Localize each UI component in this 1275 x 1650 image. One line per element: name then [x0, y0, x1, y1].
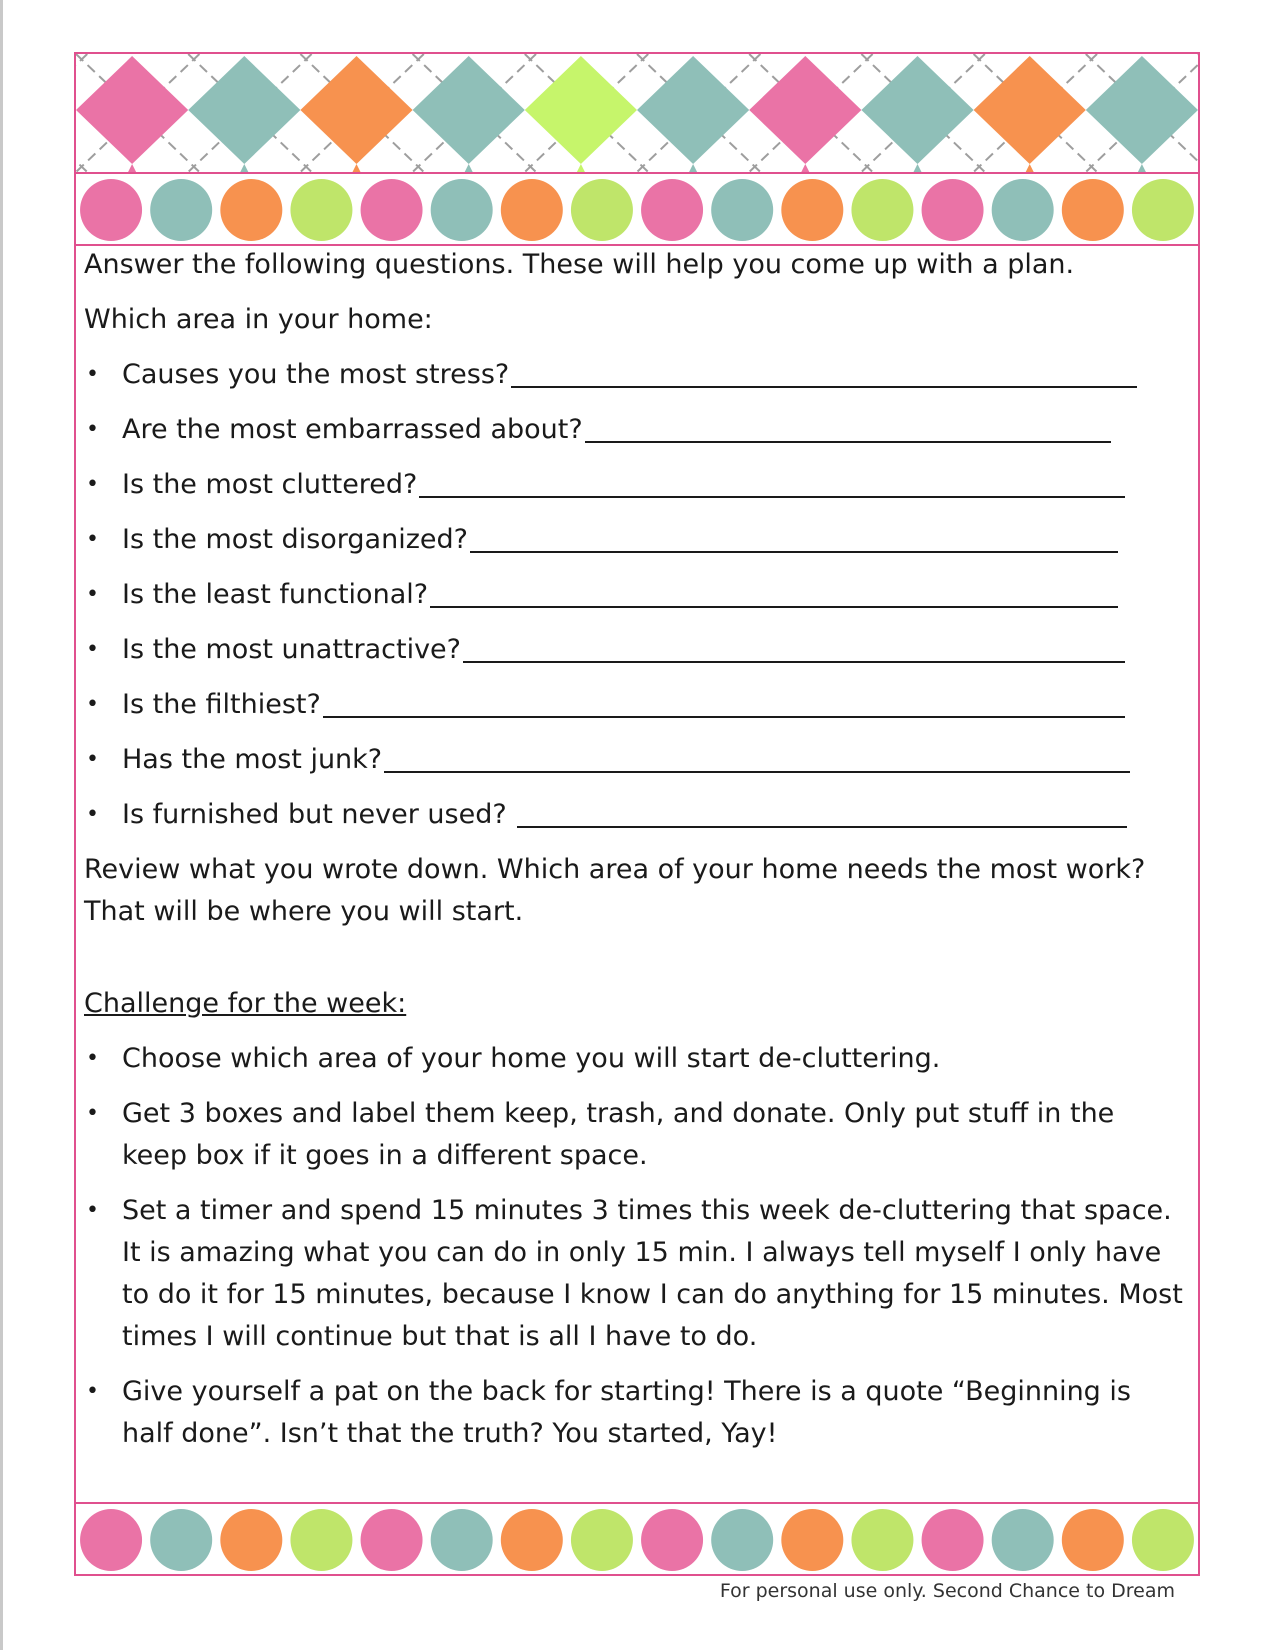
argyle-tip: [353, 164, 361, 172]
border-dot: [220, 179, 282, 241]
answer-line[interactable]: [419, 464, 1125, 498]
border-dot: [641, 179, 703, 241]
bullet-icon: •: [86, 692, 99, 717]
challenge-item: [84, 1093, 1184, 1177]
border-dot: [290, 179, 352, 241]
answer-line[interactable]: [511, 354, 1137, 388]
bullet-icon: •: [86, 802, 99, 827]
challenge-text: Get 3 boxes and label them keep, trash, and donate. Only put stuff in the keep box if it goes in a different space.: [122, 1098, 1115, 1171]
border-dot: [1062, 179, 1124, 241]
page-edge: [0, 0, 3, 1650]
answer-line[interactable]: [517, 794, 1127, 828]
intro-text: Answer the following questions. These will help you come up with a plan.: [84, 249, 1075, 280]
question-text: Is the most unattractive?: [122, 634, 462, 665]
question-text: Is the filthiest?: [122, 689, 321, 720]
question-item: [84, 739, 1184, 794]
border-dot: [571, 179, 633, 241]
bullet-icon: •: [86, 637, 99, 662]
border-dot: [711, 1509, 773, 1571]
question-item: [84, 409, 1184, 464]
bullet-icon: •: [86, 1198, 99, 1223]
argyle-tip: [577, 164, 585, 172]
top-dot-border: [76, 174, 1198, 246]
argyle-tip: [128, 164, 136, 172]
challenge-list: [84, 1038, 1184, 1455]
challenge-item: [84, 1190, 1184, 1358]
challenge-title: Challenge for the week:: [84, 988, 407, 1019]
answer-line[interactable]: [463, 629, 1125, 663]
answer-line[interactable]: [323, 684, 1125, 718]
border-dot: [922, 1509, 984, 1571]
review-text: Review what you wrote down. Which area of your home needs the most work? That will be where you will start.: [84, 854, 1146, 927]
argyle-tip: [914, 164, 922, 172]
border-dot: [150, 179, 212, 241]
challenge-text: Choose which area of your home you will start de-cluttering.: [122, 1043, 941, 1074]
question-item: [84, 629, 1184, 684]
border-dot: [641, 1509, 703, 1571]
question-text: Has the most junk?: [122, 744, 383, 775]
argyle-tip: [240, 164, 248, 172]
border-dot: [1062, 1509, 1124, 1571]
question-text: Is the most disorganized?: [122, 524, 468, 555]
argyle-diamond: [974, 56, 1086, 164]
bullet-icon: •: [86, 1379, 99, 1404]
border-dot: [431, 1509, 493, 1571]
answer-line[interactable]: [470, 519, 1118, 553]
border-dot: [992, 1509, 1054, 1571]
argyle-tip: [1138, 164, 1146, 172]
answer-line[interactable]: [384, 739, 1130, 773]
challenge-text: Set a timer and spend 15 minutes 3 times this week de-cluttering that space. It is amazing what you can do in only 15 min. I always tell myself I only have to do it for 15 minutes, because I know I can do anything for 15 minutes. Most times I will continue but that is all I have to do.: [122, 1195, 1183, 1352]
border-dot: [80, 1509, 142, 1571]
question-text: Are the most embarrassed about?: [122, 414, 583, 445]
border-dot: [571, 1509, 633, 1571]
subheading: Which area in your home:: [84, 304, 433, 335]
border-dot: [851, 1509, 913, 1571]
bullet-icon: •: [86, 747, 99, 772]
question-text: Is the least functional?: [122, 579, 429, 610]
bullet-icon: •: [86, 1046, 99, 1071]
question-item: [84, 684, 1184, 739]
bullet-icon: •: [86, 472, 99, 497]
border-dot: [290, 1509, 352, 1571]
border-dot: [220, 1509, 282, 1571]
question-item: [84, 519, 1184, 574]
border-dot: [501, 1509, 563, 1571]
argyle-diamond: [413, 56, 525, 164]
border-dot: [80, 179, 142, 241]
argyle-tip: [689, 164, 697, 172]
argyle-diamond: [300, 56, 412, 164]
bullet-icon: •: [86, 582, 99, 607]
border-dot: [1132, 179, 1194, 241]
border-dot: [851, 179, 913, 241]
border-dot: [431, 179, 493, 241]
answer-line[interactable]: [430, 574, 1118, 608]
argyle-diamond: [861, 56, 973, 164]
argyle-banner: [76, 54, 1198, 184]
question-item: [84, 464, 1184, 519]
border-dot: [781, 1509, 843, 1571]
argyle-diamond: [525, 56, 637, 164]
question-list: [84, 354, 1184, 849]
question-item: [84, 354, 1184, 409]
answer-line[interactable]: [585, 409, 1111, 443]
argyle-diamond: [1086, 56, 1198, 164]
question-text: Is the most cluttered?: [122, 469, 418, 500]
question-item: [84, 574, 1184, 629]
bottom-dot-border: [76, 1504, 1198, 1576]
bullet-icon: •: [86, 1101, 99, 1126]
argyle-tip: [801, 164, 809, 172]
border-dot: [781, 179, 843, 241]
bullet-icon: •: [86, 417, 99, 442]
argyle-diamond: [749, 56, 861, 164]
bullet-icon: •: [86, 527, 99, 552]
border-dot: [1132, 1509, 1194, 1571]
question-text: Causes you the most stress?: [122, 359, 510, 390]
challenge-item: [84, 1371, 1184, 1455]
bullet-icon: •: [86, 362, 99, 387]
border-dot: [711, 179, 773, 241]
border-dot: [150, 1509, 212, 1571]
argyle-diamond: [188, 56, 300, 164]
border-dot: [361, 179, 423, 241]
argyle-tip: [465, 164, 473, 172]
border-dot: [922, 179, 984, 241]
argyle-tip: [1026, 164, 1034, 172]
challenge-item: [84, 1038, 1184, 1080]
border-dot: [361, 1509, 423, 1571]
argyle-diamond: [637, 56, 749, 164]
challenge-text: Give yourself a pat on the back for starting! There is a quote “Beginning is half done”. Isn’t that the truth? You started, Yay!: [122, 1376, 1131, 1449]
footer-credit: For personal use only. Second Chance to Dream: [719, 1580, 1175, 1602]
question-item: [84, 794, 1184, 849]
worksheet-content: [84, 244, 1184, 1468]
argyle-diamond: [76, 56, 188, 164]
question-text: Is furnished but never used?: [122, 799, 516, 830]
border-dot: [501, 179, 563, 241]
border-dot: [992, 179, 1054, 241]
